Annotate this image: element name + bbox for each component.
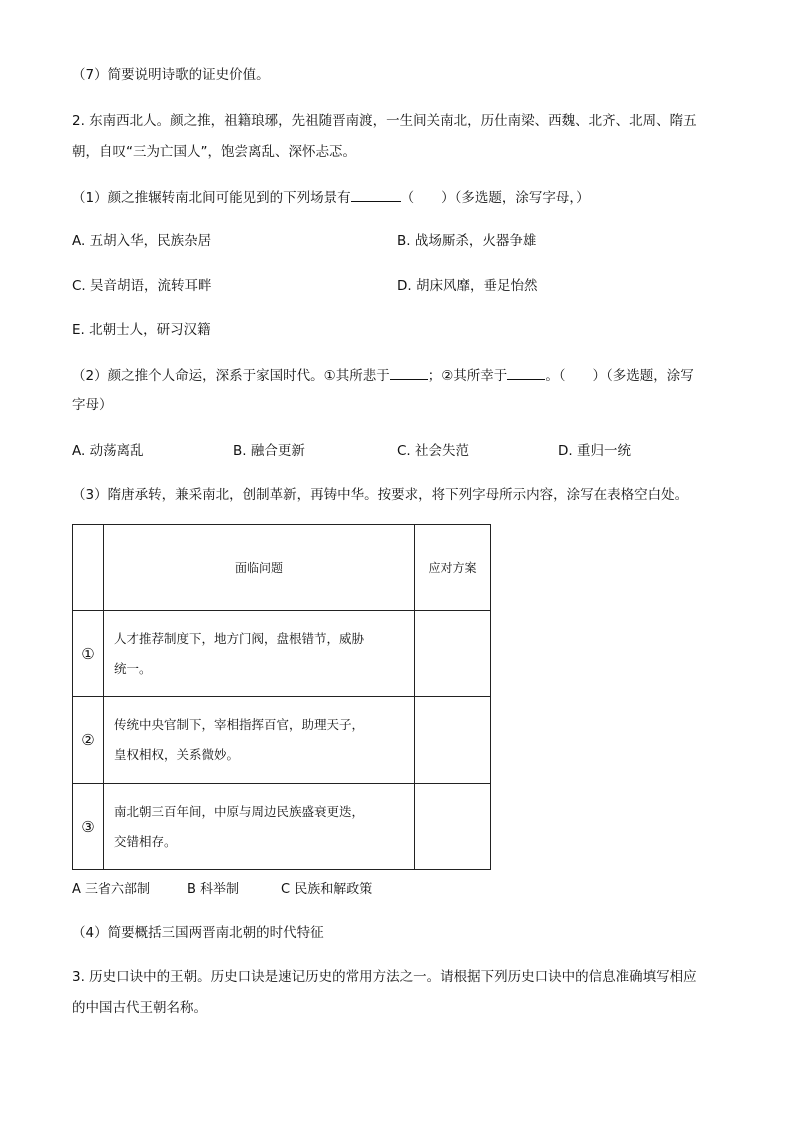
answer-blank-1[interactable] [390,365,428,380]
table-row [73,697,491,784]
legend-a: A 三省六部制 [72,882,151,897]
row-number: ③ [73,784,104,870]
question-3-line1: 3. 历史口诀中的王朝。历史口诀是速记历史的常用方法之一。请根据下列历史口诀中的信息准确填写相应 [72,969,697,985]
question-2-sub2 [72,365,694,386]
sub2-part2: ；②其所幸于 [427,368,508,384]
option-e: E. 北朝士人，研习汉籍 [72,322,211,338]
option-d: D. 胡床风靡，垂足怡然 [397,278,538,294]
question-2-sub4: （4）简要概括三国两晋南北朝的时代特征 [72,925,324,941]
sub2-option-a: A. 动荡离乱 [72,443,144,459]
sub2-option-c: C. 社会失范 [397,443,470,459]
row-problem-line2: 交错相存。 [114,833,177,849]
option-c: C. 吴音胡语，流转耳畔 [72,278,212,294]
row-problem-line1: 人才推荐制度下，地方门阀，盘根错节，威胁 [114,630,365,646]
sub1-prefix: （1）颜之推辗转南北间可能见到的下列场景有 [72,190,351,206]
option-a: A. 五胡入华，民族杂居 [72,233,212,249]
answer-blank-2[interactable] [507,365,545,380]
header-solution: 应对方案 [415,525,491,611]
row-problem-line1: 传统中央官制下，宰相指挥百官，助理天子， [114,717,365,732]
row-problem [104,697,415,784]
solution-cell[interactable] [415,697,491,784]
table-legend [72,878,372,897]
question-2-sub3: （3）隋唐承转，兼采南北，创制革新，再铸中华。按要求，将下列字母所示内容，涂写在表格空白处。 [72,487,689,503]
question-2-sub2-line2: 字母） [72,397,113,413]
table-header-row [73,525,491,611]
question-2-intro-line2: 朝，自叹“三为亡国人”，饱尝离乱、深怀忐忑。 [72,144,356,160]
row-problem-line1: 南北朝三百年间，中原与周边民族盛衰更迭， [114,803,365,819]
table-row [73,784,491,870]
sub2-part1: （2）颜之推个人命运，深系于家国时代。①其所悲于 [72,368,390,384]
question-2-intro-line1: 2. 东南西北人。颜之推，祖籍琅琊，先祖随晋南渡，一生间关南北，历仕南梁、西魏、北齐、北周、隋五 [72,113,697,129]
question-1-7: （7）简要说明诗歌的证史价值。 [72,67,270,83]
option-b: B. 战场厮杀，火器争雄 [397,233,537,249]
table-row [73,611,491,697]
sub2-option-b: B. 融合更新 [233,443,305,459]
row-problem-line2: 统一。 [114,660,152,676]
row-problem [104,611,415,697]
header-problem: 面临问题 [104,525,415,611]
sub2-option-d: D. 重归一统 [558,443,631,459]
legend-b: B 科举制 [187,882,240,897]
answer-blank[interactable] [351,187,401,202]
sub2-part3: 。（ ）（多选题，涂写 [545,368,694,384]
sub1-suffix: （ ）（多选题，涂写字母，） [400,190,590,206]
row-number: ② [73,697,104,784]
legend-c: C 民族和解政策 [281,882,373,897]
answer-table [72,524,491,870]
row-problem-line2: 皇权相权，关系微妙。 [114,747,240,762]
solution-cell[interactable] [415,784,491,870]
header-empty-cell [73,525,104,611]
question-2-sub1 [72,187,590,208]
question-3-line2: 的中国古代王朝名称。 [72,1000,207,1016]
solution-cell[interactable] [415,611,491,697]
row-problem [104,784,415,870]
row-number: ① [73,611,104,697]
